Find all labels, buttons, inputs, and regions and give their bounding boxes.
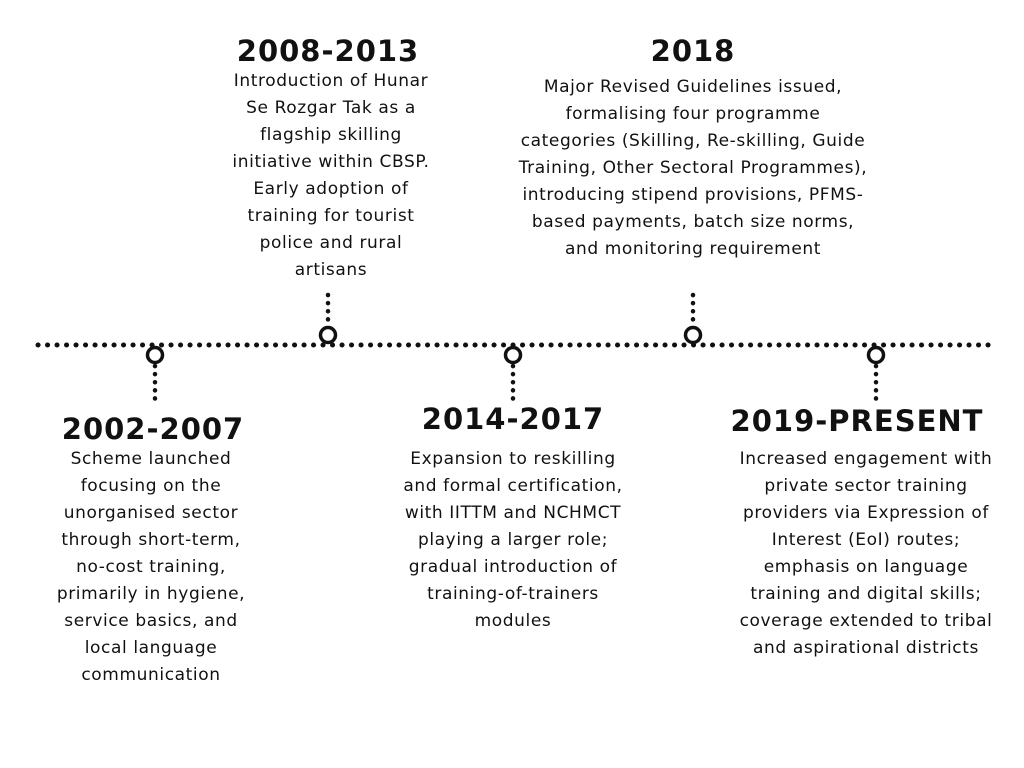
marker-2002-2007 (148, 348, 163, 363)
marker-2019-present (869, 348, 884, 363)
marker-2018 (686, 328, 701, 343)
milestone-desc-2018: Major Revised Guidelines issued, formalising four programme categories (Skilling, Re-skilling, Guide Training, Other Sectoral Programmes), introducing stipend provisions, PFMS-based payments, batch size norms, and monitoring requirement (518, 77, 868, 259)
milestone-title-2014-2017: 2014-2017 (421, 402, 605, 436)
milestone-desc-2008-2013: Introduction of Hunar Se Rozgar Tak as a flagship skilling initiative within CBSP. Early adoption of training for tourist police and rural artisans (232, 71, 430, 280)
milestone-desc-2002-2007: Scheme launched focusing on the unorganised sector through short-term, no-cost training, primarily in hygiene, service basics, and local language communication (56, 449, 246, 685)
marker-2014-2017 (506, 348, 521, 363)
milestone-desc-2019-present: Increased engagement with private sector training providers via Expression of Interest (EoI) routes; emphasis on language training and digital skills; coverage extended to tribal and aspirational districts (739, 449, 993, 658)
marker-2008-2013 (321, 328, 336, 343)
milestone-desc-2014-2017: Expansion to reskilling and formal certification, with IITTM and NCHMCT playing a larger role; gradual introduction of training-of-trainers modules (403, 449, 623, 631)
milestone-title-2018: 2018 (650, 34, 736, 68)
milestone-title-2008-2013: 2008-2013 (236, 34, 420, 68)
milestone-title-2002-2007: 2002-2007 (61, 412, 245, 446)
milestone-title-2019-present: 2019-PRESENT (730, 404, 984, 438)
